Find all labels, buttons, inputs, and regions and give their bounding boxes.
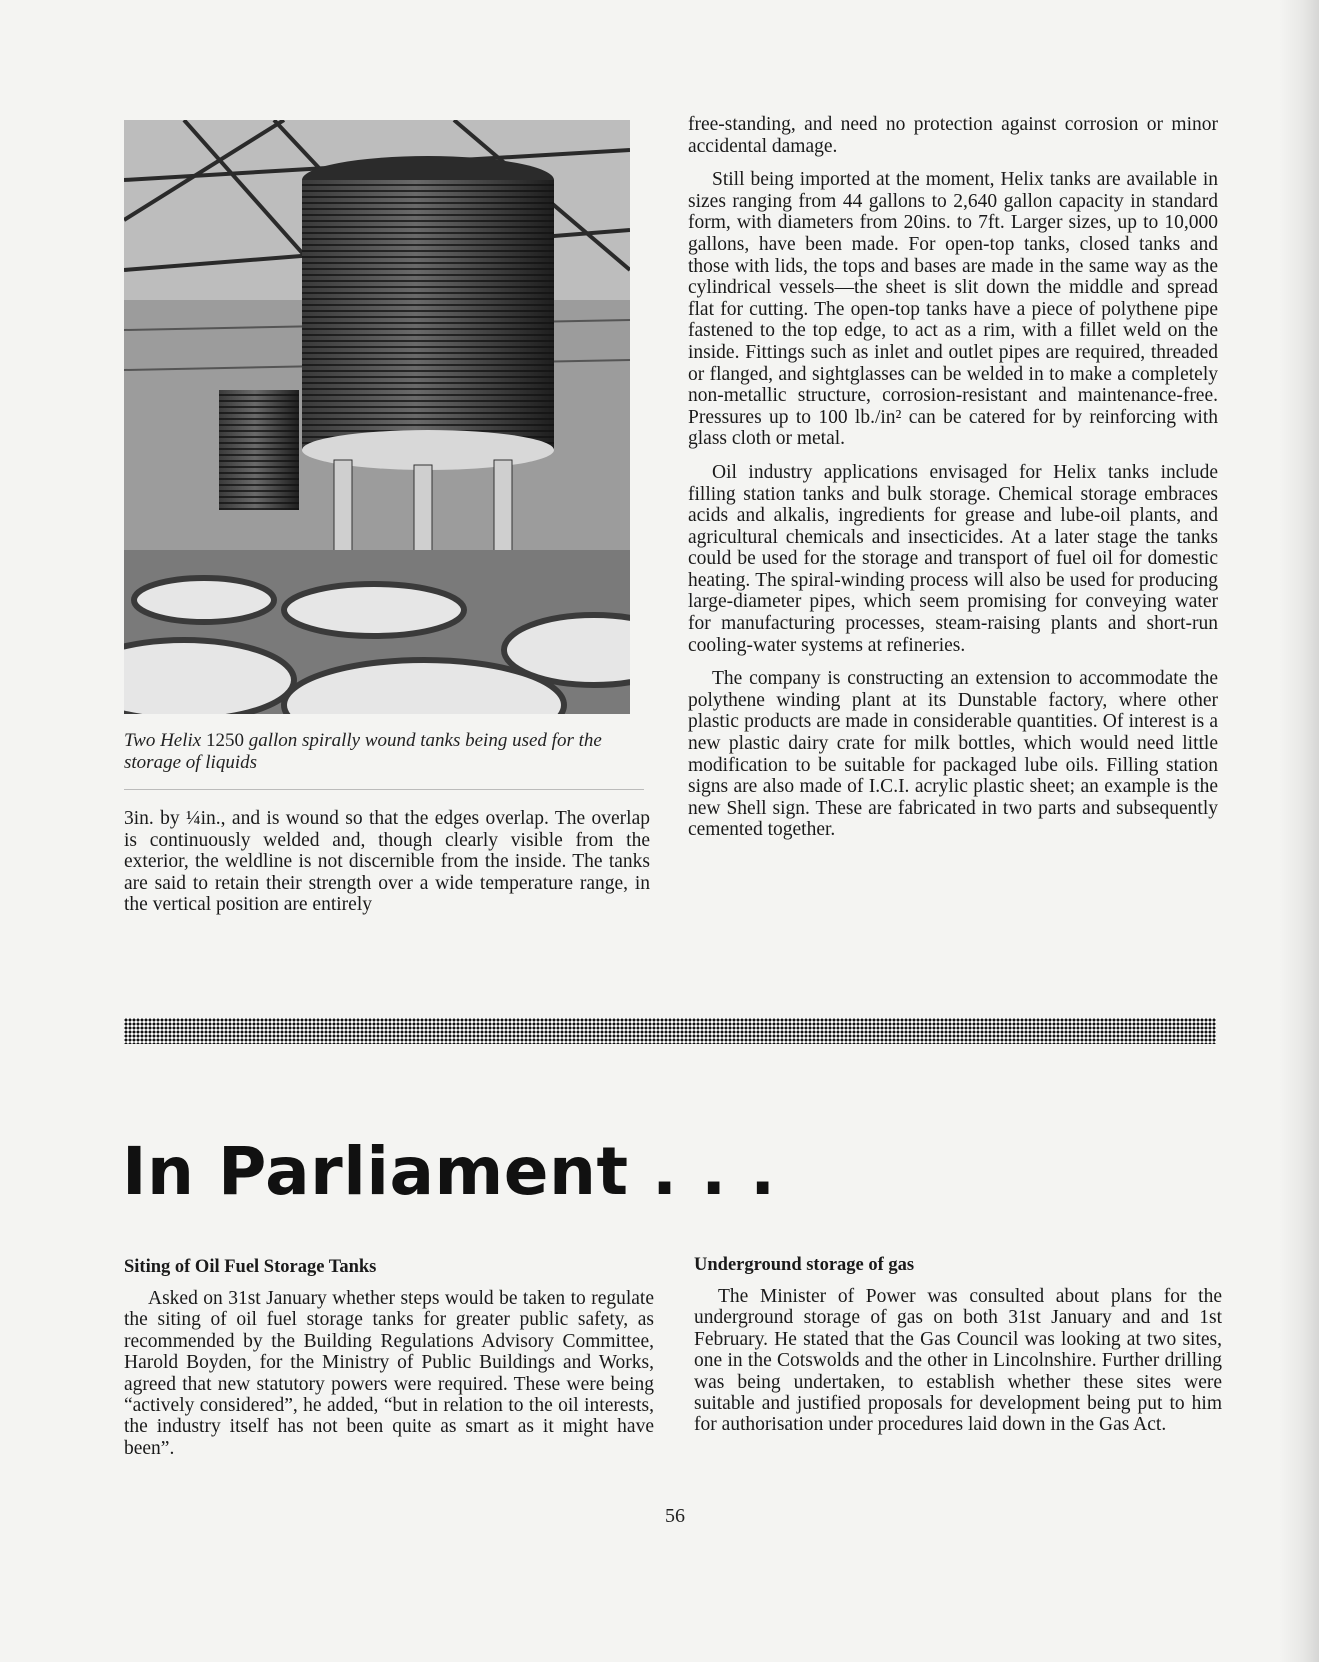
- right-paragraph-3: Oil industry applications envisaged for Helix tanks include filling station tanks and bulk storage. Chemical storage embraces acids and alkalis, ingredients for grease and lube-oil plants, and agricultural chemicals and insecticides. At a later stage the tanks could be used for the storage and transport of fuel oil for domestic heating. The spiral-winding process will also be used for producing large-diameter pipes, which seem promising for conveying water for manufacturing processes, steam-raising plants and short-run cooling-water systems at refineries.: [688, 461, 1218, 656]
- body-oil-fuel-tanks: Asked on 31st January whether steps would be taken to regulate the siting of oil fuel storage tanks for greater public safety, as recommended by the Building Regulations Advisory Committee, Harold Boyden, for the Ministry of Public Buildings and Works, agreed that new statutory powers were required. These were being “actively considered”, he added, “but in relation to the oil interests, the industry itself has not been quite as smart as it might have been”.: [124, 1288, 654, 1459]
- right-paragraph-1: free-standing, and need no protection against corrosion or minor accidental damage.: [688, 114, 1218, 157]
- caption-number: 1250: [205, 730, 244, 751]
- left-column-text: 3in. by ¼in., and is wound so that the edges overlap. The overlap is continuously welded and, though clearly visible from the exterior, the weldline is not discernible from the inside. The tanks are said to retain their strength over a wide temperature range, in the vertical position are entirely: [124, 808, 650, 915]
- page-edge-shadow: [1279, 0, 1319, 1662]
- right-paragraph-2: Still being imported at the moment, Helix tanks are available in sizes ranging from 44 gallons to 2,640 gallon capacity in standard form, with diameters from 20ins. to 7ft. Larger sizes, up to 10,000 gallons, have been made. For open-top tanks, closed tanks and those with lids, the tops and bases are made in the same way as the cylindrical vessels—the sheet is slit down the middle and spread flat for cutting. The open-top tanks have a piece of polythene pipe fastened to the top edge, to act as a rim, with a fillet weld on the inside. Fittings such as inlet and outlet pipes are required, threaded or flanged, and sightglasses can be welded in to make a completely non-metallic structure, corrosion-resistant and maintenance-free. Pressures up to 100 lb./in² can be catered for by reinforcing with glass cloth or metal.: [688, 169, 1218, 450]
- caption-italic-1: Two Helix: [124, 730, 206, 751]
- photo-caption: [124, 730, 644, 774]
- photo-icon: [124, 120, 630, 714]
- body-underground-gas: The Minister of Power was consulted about plans for the underground storage of gas on both 31st January and and 1st February. He stated that the Gas Council was looking at two sites, one in the Cotswolds and the other in Lincolnshire. Further drilling was being undertaken, to establish whether these sites were suitable and justified proposals for development being put to him for authorisation under procedures laid down in the Gas Act.: [694, 1286, 1222, 1436]
- page-number: 56: [665, 1505, 685, 1527]
- caption-italic-2: gallon spirally wound tanks being used for the storage of liquids: [124, 730, 602, 773]
- right-column: [688, 114, 1218, 853]
- caption-divider: [124, 789, 644, 790]
- right-paragraph-4: The company is constructing an extension to accommodate the polythene winding plant at its Dunstable factory, where other plastic products are made in considerable quantities. Of interest is a new plastic dairy crate for milk bottles, which would need little modification to be suitable for packaged lube oils. Filling station signs are also made of I.C.I. acrylic plastic sheet; an example is the new Shell sign. These are fabricated in two parts and subsequently cemented together.: [688, 668, 1218, 841]
- section-divider-band: [124, 1018, 1216, 1044]
- subheading-underground-gas: Underground storage of gas: [694, 1255, 915, 1275]
- section-headline: In Parliament . . .: [122, 1133, 776, 1210]
- subheading-oil-fuel-tanks: Siting of Oil Fuel Storage Tanks: [124, 1257, 377, 1277]
- helix-tanks-photo: [124, 120, 630, 714]
